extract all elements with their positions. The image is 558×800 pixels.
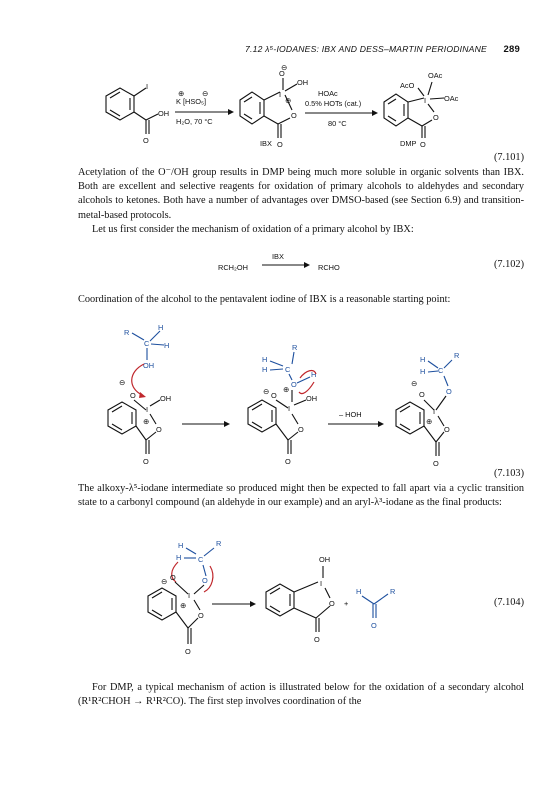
equation-number-7-104: (7.104) (493, 597, 524, 608)
page-number: 289 (503, 44, 520, 55)
svg-text:O: O (143, 136, 149, 145)
reagent-hots: 0.5% HOTs (cat.) (305, 99, 362, 108)
svg-text:O: O (444, 425, 450, 434)
svg-text:O: O (185, 647, 191, 656)
plus-sign: + (344, 599, 349, 608)
reagent-temp-2: 80 °C (328, 119, 347, 128)
svg-text:OH: OH (160, 394, 172, 403)
svg-text:O: O (198, 611, 204, 620)
svg-text:H: H (164, 341, 170, 350)
svg-text:R: R (292, 343, 298, 352)
charge-minus-hso5: ⊖ (202, 89, 209, 98)
svg-text:R: R (454, 351, 460, 360)
svg-text:I: I (188, 591, 191, 600)
svg-text:OH: OH (297, 78, 309, 87)
svg-text:I: I (320, 579, 323, 588)
svg-text:O: O (420, 140, 426, 149)
paragraph-acetylation: Acetylation of the O⁻/OH group results in DMP being much more soluble in organic solvents than IBX. Both are excellent and selective reagents for oxidation of primary alcohols to aldehydes and secondary alcohols to ketones. Both have a number of advantages over DMSO-based (see Section 6.9) and transition-metal-based protocols. (78, 167, 524, 221)
running-title: 7.12 λ⁵-IODANES: IBX AND DESS–MARTIN PERIODINANE (245, 44, 487, 54)
svg-text:C: C (285, 365, 291, 374)
svg-text:OH: OH (143, 361, 155, 370)
equation-number-7-101: (7.101) (493, 152, 524, 163)
svg-text:H: H (158, 323, 164, 332)
svg-text:OH: OH (158, 109, 170, 118)
reagent-conditions-1: H₂O, 70 °C (176, 117, 213, 126)
ibx-label: IBX (260, 139, 272, 148)
svg-text:R: R (216, 539, 222, 548)
reagent-hoac: HOAc (318, 89, 338, 98)
reagent-oxone: K [HSO₅] (176, 97, 207, 106)
paragraph-coordination: Coordination of the alcohol to the pentavalent iodine of IBX is a reasonable starting point: (78, 294, 451, 305)
svg-text:⊖: ⊖ (281, 63, 288, 72)
svg-text:O: O (277, 140, 283, 149)
svg-text:H: H (311, 370, 317, 379)
svg-text:⊖: ⊖ (161, 577, 168, 586)
svg-text:H: H (420, 355, 426, 364)
aldehyde-product (356, 587, 395, 630)
svg-text:⊖: ⊖ (411, 379, 418, 388)
equation-number-7-103: (7.103) (493, 468, 524, 479)
svg-text:⊕: ⊕ (283, 385, 290, 394)
svg-text:I: I (424, 96, 427, 105)
product-aldehyde: RCHO (318, 263, 340, 272)
paragraph-alkoxy-iodane: The alkoxy-λ⁵-iodane intermediate so produced might then be expected to fall apart via a cyclic transition state to a carbonyl compound (an aldehyde in our example) and an aryl-λ³-iodane as the final products: (78, 483, 524, 509)
svg-text:H: H (176, 553, 182, 562)
svg-text:O: O (329, 599, 335, 608)
svg-text:O: O (143, 457, 149, 466)
svg-text:O: O (371, 621, 377, 630)
svg-text:OH: OH (306, 394, 318, 403)
svg-text:⊖: ⊖ (119, 378, 126, 387)
svg-text:I: I (288, 404, 291, 413)
svg-text:AcO: AcO (400, 81, 415, 90)
svg-text:I: I (146, 82, 149, 91)
svg-text:O: O (130, 391, 136, 400)
svg-text:H: H (356, 587, 362, 596)
svg-text:O: O (298, 425, 304, 434)
loss-of-water-label: – HOH (339, 410, 362, 419)
dmp-label: DMP (400, 139, 417, 148)
svg-text:O: O (170, 573, 176, 582)
paragraph-ibx-mechanism-intro: Let us first consider the mechanism of oxidation of a primary alcohol by IBX: (92, 224, 414, 235)
svg-text:O: O (291, 111, 297, 120)
svg-text:R: R (390, 587, 396, 596)
svg-text:C: C (438, 366, 444, 375)
svg-text:OAc: OAc (444, 94, 459, 103)
svg-text:⊕: ⊕ (180, 601, 187, 610)
svg-text:O: O (285, 457, 291, 466)
cyclic-transition-state (148, 539, 221, 656)
svg-text:R: R (124, 328, 130, 337)
svg-text:H: H (262, 365, 268, 374)
svg-text:I: I (146, 405, 149, 414)
svg-text:OH: OH (319, 555, 331, 564)
paragraph-dmp-mechanism: For DMP, a typical mechanism of action is illustrated below for the oxidation of a secondary alcohol (R¹R²CHOH → R¹R²CO). The first step involves coordination of the (78, 682, 524, 708)
svg-text:⊕: ⊕ (285, 96, 292, 105)
svg-text:I: I (279, 90, 282, 99)
svg-text:⊖: ⊖ (263, 387, 270, 396)
svg-text:⊕: ⊕ (426, 417, 433, 426)
svg-text:⊕: ⊕ (143, 417, 150, 426)
svg-text:O: O (433, 459, 439, 468)
svg-text:C: C (144, 339, 150, 348)
svg-text:O: O (202, 576, 208, 585)
svg-text:C: C (198, 555, 204, 564)
reagent-ibx: IBX (272, 252, 284, 261)
svg-text:H: H (262, 355, 268, 364)
svg-text:O: O (433, 113, 439, 122)
svg-text:H: H (178, 541, 184, 550)
svg-text:O: O (446, 387, 452, 396)
svg-text:H: H (420, 367, 426, 376)
svg-text:O: O (314, 635, 320, 644)
svg-text:O: O (291, 380, 297, 389)
svg-text:O: O (279, 69, 285, 78)
svg-text:I: I (433, 407, 436, 416)
svg-text:O: O (156, 425, 162, 434)
reactant-primary-alcohol: RCH₂OH (218, 263, 248, 272)
iodosobenzoic-acid-product (266, 555, 335, 644)
svg-text:O: O (419, 390, 425, 399)
equation-number-7-102: (7.102) (493, 259, 524, 270)
charge-plus-k: ⊕ (178, 89, 185, 98)
svg-text:O: O (271, 391, 277, 400)
svg-text:OAc: OAc (428, 71, 443, 80)
